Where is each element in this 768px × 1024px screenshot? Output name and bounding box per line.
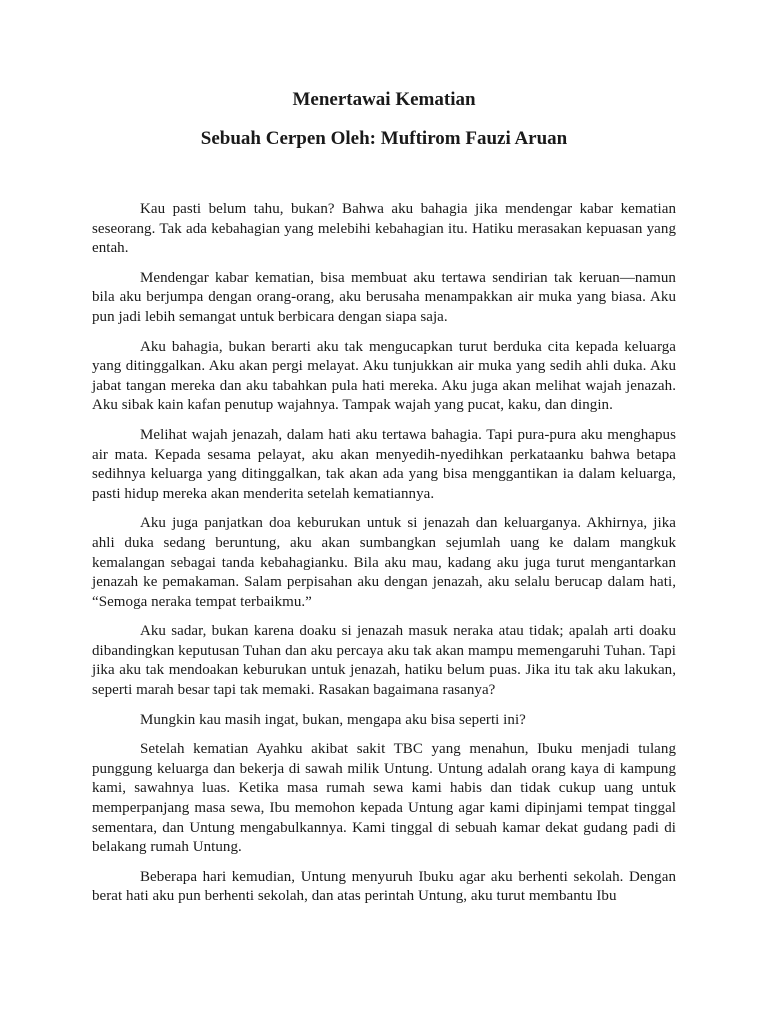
story-title: Menertawai Kematian [292,89,476,110]
paragraph: Mungkin kau masih ingat, bukan, mengapa aku bisa seperti ini? [140,711,526,728]
paragraph: Aku sadar, bukan karena doaku si jenazah masuk neraka atau tidak; apalah arti doaku dibandingkan keputusan Tuhan dan aku percaya aku tak akan mampu memengaruhi Tuhan. Tapi jika aku tak mendoakan keburukan untuk jenazah, hatiku belum puas. Jika itu tak aku lakukan, seperti marah besar tapi tak memaki. Rasakan bagaimana rasanya? [92,623,676,699]
paragraph: Mendengar kabar kematian, bisa membuat aku tertawa sendirian tak keruan—namun bila aku berjumpa dengan orang-orang, aku berusaha menampakkan air muka yang biasa. Aku pun jadi lebih semangat untuk berbicara dengan siapa saja. [92,269,676,325]
paragraph: Kau pasti belum tahu, bukan? Bahwa aku bahagia jika mendengar kabar kematian seseorang. Tak ada kebahagian yang melebihi kebahagian itu. Hatiku merasakan kepuasan yang entah. [92,201,676,257]
story-subtitle: Sebuah Cerpen Oleh: Muftirom Fauzi Aruan [200,128,568,149]
paragraph: Beberapa hari kemudian, Untung menyuruh Ibuku agar aku berhenti sekolah. Dengan berat hati aku pun berhenti sekolah, dan atas perintah Untung, aku turut membantu Ibu [92,868,676,905]
paragraph: Aku juga panjatkan doa keburukan untuk si jenazah dan keluarganya. Akhirnya, jika ahli duka sedang beruntung, aku akan sumbangkan sejumlah uang ke dalam mangkuk kemalangan sebagai tanda kebahagianku. Bila aku mau, kadang aku juga turut mengantarkan jenazah ke pemakaman. Salam perpisahan aku dengan jenazah, aku selalu berucap dalam hati, “Semoga neraka tempat terbaikmu.” [92,515,676,610]
paragraph: Melihat wajah jenazah, dalam hati aku tertawa bahagia. Tapi pura-pura aku menghapus air mata. Kepada sesama pelayat, aku akan menyedih-nyedihkan perkataanku bahwa betapa sedihnya keluarga yang ditinggalkan, tak akan ada yang bisa menggantikan ia dalam keluarga, pasti hidup mereka akan menderita setelah kematiannya. [92,426,676,502]
story-body [92,200,676,926]
paragraph: Setelah kematian Ayahku akibat sakit TBC yang menahun, Ibuku menjadi tulang punggung keluarga dan bekerja di sawah milik Untung. Untung adalah orang kaya di kampung kami, sawahnya luas. Ketika masa rumah sewa kami habis dan tidak cukup uang untuk memperpanjang masa sewa, Ibu memohon kepada Untung agar kami dipinjami tempat tinggal sementara, dan Untung mengabulkannya. Kami tinggal di sebuah kamar dekat gudang padi di belakang rumah Untung. [92,741,676,856]
paragraph: Aku bahagia, bukan berarti aku tak mengucapkan turut berduka cita kepada keluarga yang ditinggalkan. Aku akan pergi melayat. Aku tunjukkan air muka yang sedih ahli duka. Aku jabat tangan mereka dan aku tabahkan pula hati mereka. Aku juga akan melihat wajah jenazah. Aku sibak kain kafan penutup wajahnya. Tampak wajah yang pucat, kaku, dan dingin. [92,338,676,414]
